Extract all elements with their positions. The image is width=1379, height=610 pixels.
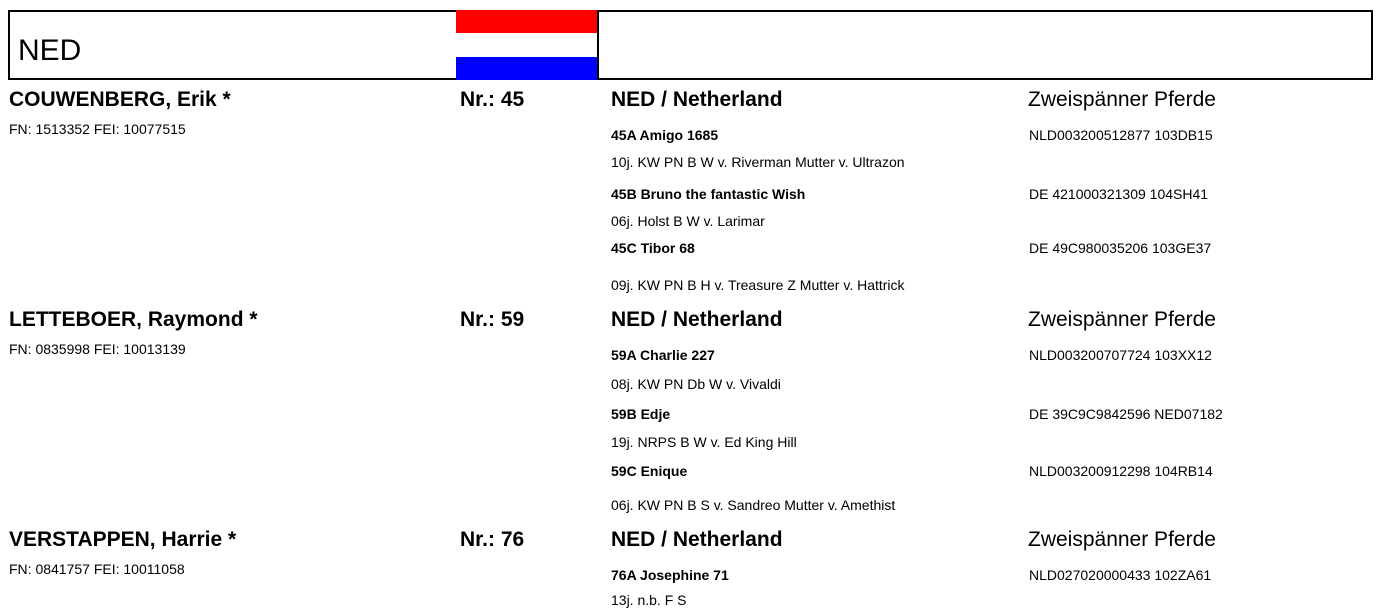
- rider-nation: NED / Netherland: [611, 528, 783, 551]
- horse-description: 19j. NRPS B W v. Ed King Hill: [611, 434, 797, 450]
- horse-description: 06j. Holst B W v. Larimar: [611, 213, 765, 229]
- rider-class: Zweispänner Pferde: [1028, 308, 1216, 331]
- rider-class: Zweispänner Pferde: [1028, 88, 1216, 111]
- rider-name: COUWENBERG, Erik *: [9, 88, 231, 111]
- nation-header-box: [8, 10, 1373, 80]
- rider-ids: FN: 0841757 FEI: 10011058: [9, 561, 185, 577]
- horse-description: 10j. KW PN B W v. Riverman Mutter v. Ultrazon: [611, 154, 905, 170]
- horse-description: 09j. KW PN B H v. Treasure Z Mutter v. Hattrick: [611, 277, 905, 293]
- horse-name: 45B Bruno the fantastic Wish: [611, 186, 806, 202]
- horse-name: 59B Edje: [611, 406, 671, 422]
- horse-description: 06j. KW PN B S v. Sandreo Mutter v. Amethist: [611, 497, 896, 513]
- horse-registration: DE 39C9C9842596 NED07182: [1029, 406, 1223, 422]
- rider-nation: NED / Netherland: [611, 308, 783, 331]
- flag-stripe-white: [456, 33, 598, 56]
- horse-description: 08j. KW PN Db W v. Vivaldi: [611, 376, 781, 392]
- horse-registration: DE 49C980035206 103GE37: [1029, 240, 1212, 256]
- horse-registration: NLD003200512877 103DB15: [1029, 127, 1213, 143]
- rider-name: VERSTAPPEN, Harrie *: [9, 528, 237, 551]
- rider-nation: NED / Netherland: [611, 88, 783, 111]
- horse-name: 76A Josephine 71: [611, 567, 729, 583]
- rider-number: Nr.: 76: [460, 528, 525, 551]
- horse-name: 45A Amigo 1685: [611, 127, 719, 143]
- rider-ids: FN: 0835998 FEI: 10013139: [9, 341, 186, 357]
- horse-description: 13j. n.b. F S: [611, 592, 687, 608]
- horse-name: 45C Tibor 68: [611, 240, 695, 256]
- rider-class: Zweispänner Pferde: [1028, 528, 1216, 551]
- netherlands-flag-icon: [456, 10, 598, 80]
- flag-divider: [597, 10, 599, 80]
- horse-name: 59A Charlie 227: [611, 347, 715, 363]
- rider-ids: FN: 1513352 FEI: 10077515: [9, 121, 186, 137]
- rider-number: Nr.: 45: [460, 88, 525, 111]
- nation-code: NED: [18, 34, 82, 67]
- flag-stripe-blue: [456, 57, 598, 80]
- rider-name: LETTEBOER, Raymond *: [9, 308, 258, 331]
- horse-registration: DE 421000321309 104SH41: [1029, 186, 1209, 202]
- flag-stripe-red: [456, 10, 598, 33]
- horse-registration: NLD003200707724 103XX12: [1029, 347, 1212, 363]
- horse-registration: NLD003200912298 104RB14: [1029, 463, 1213, 479]
- horse-name: 59C Enique: [611, 463, 688, 479]
- horse-registration: NLD027020000433 102ZA61: [1029, 567, 1212, 583]
- rider-number: Nr.: 59: [460, 308, 525, 331]
